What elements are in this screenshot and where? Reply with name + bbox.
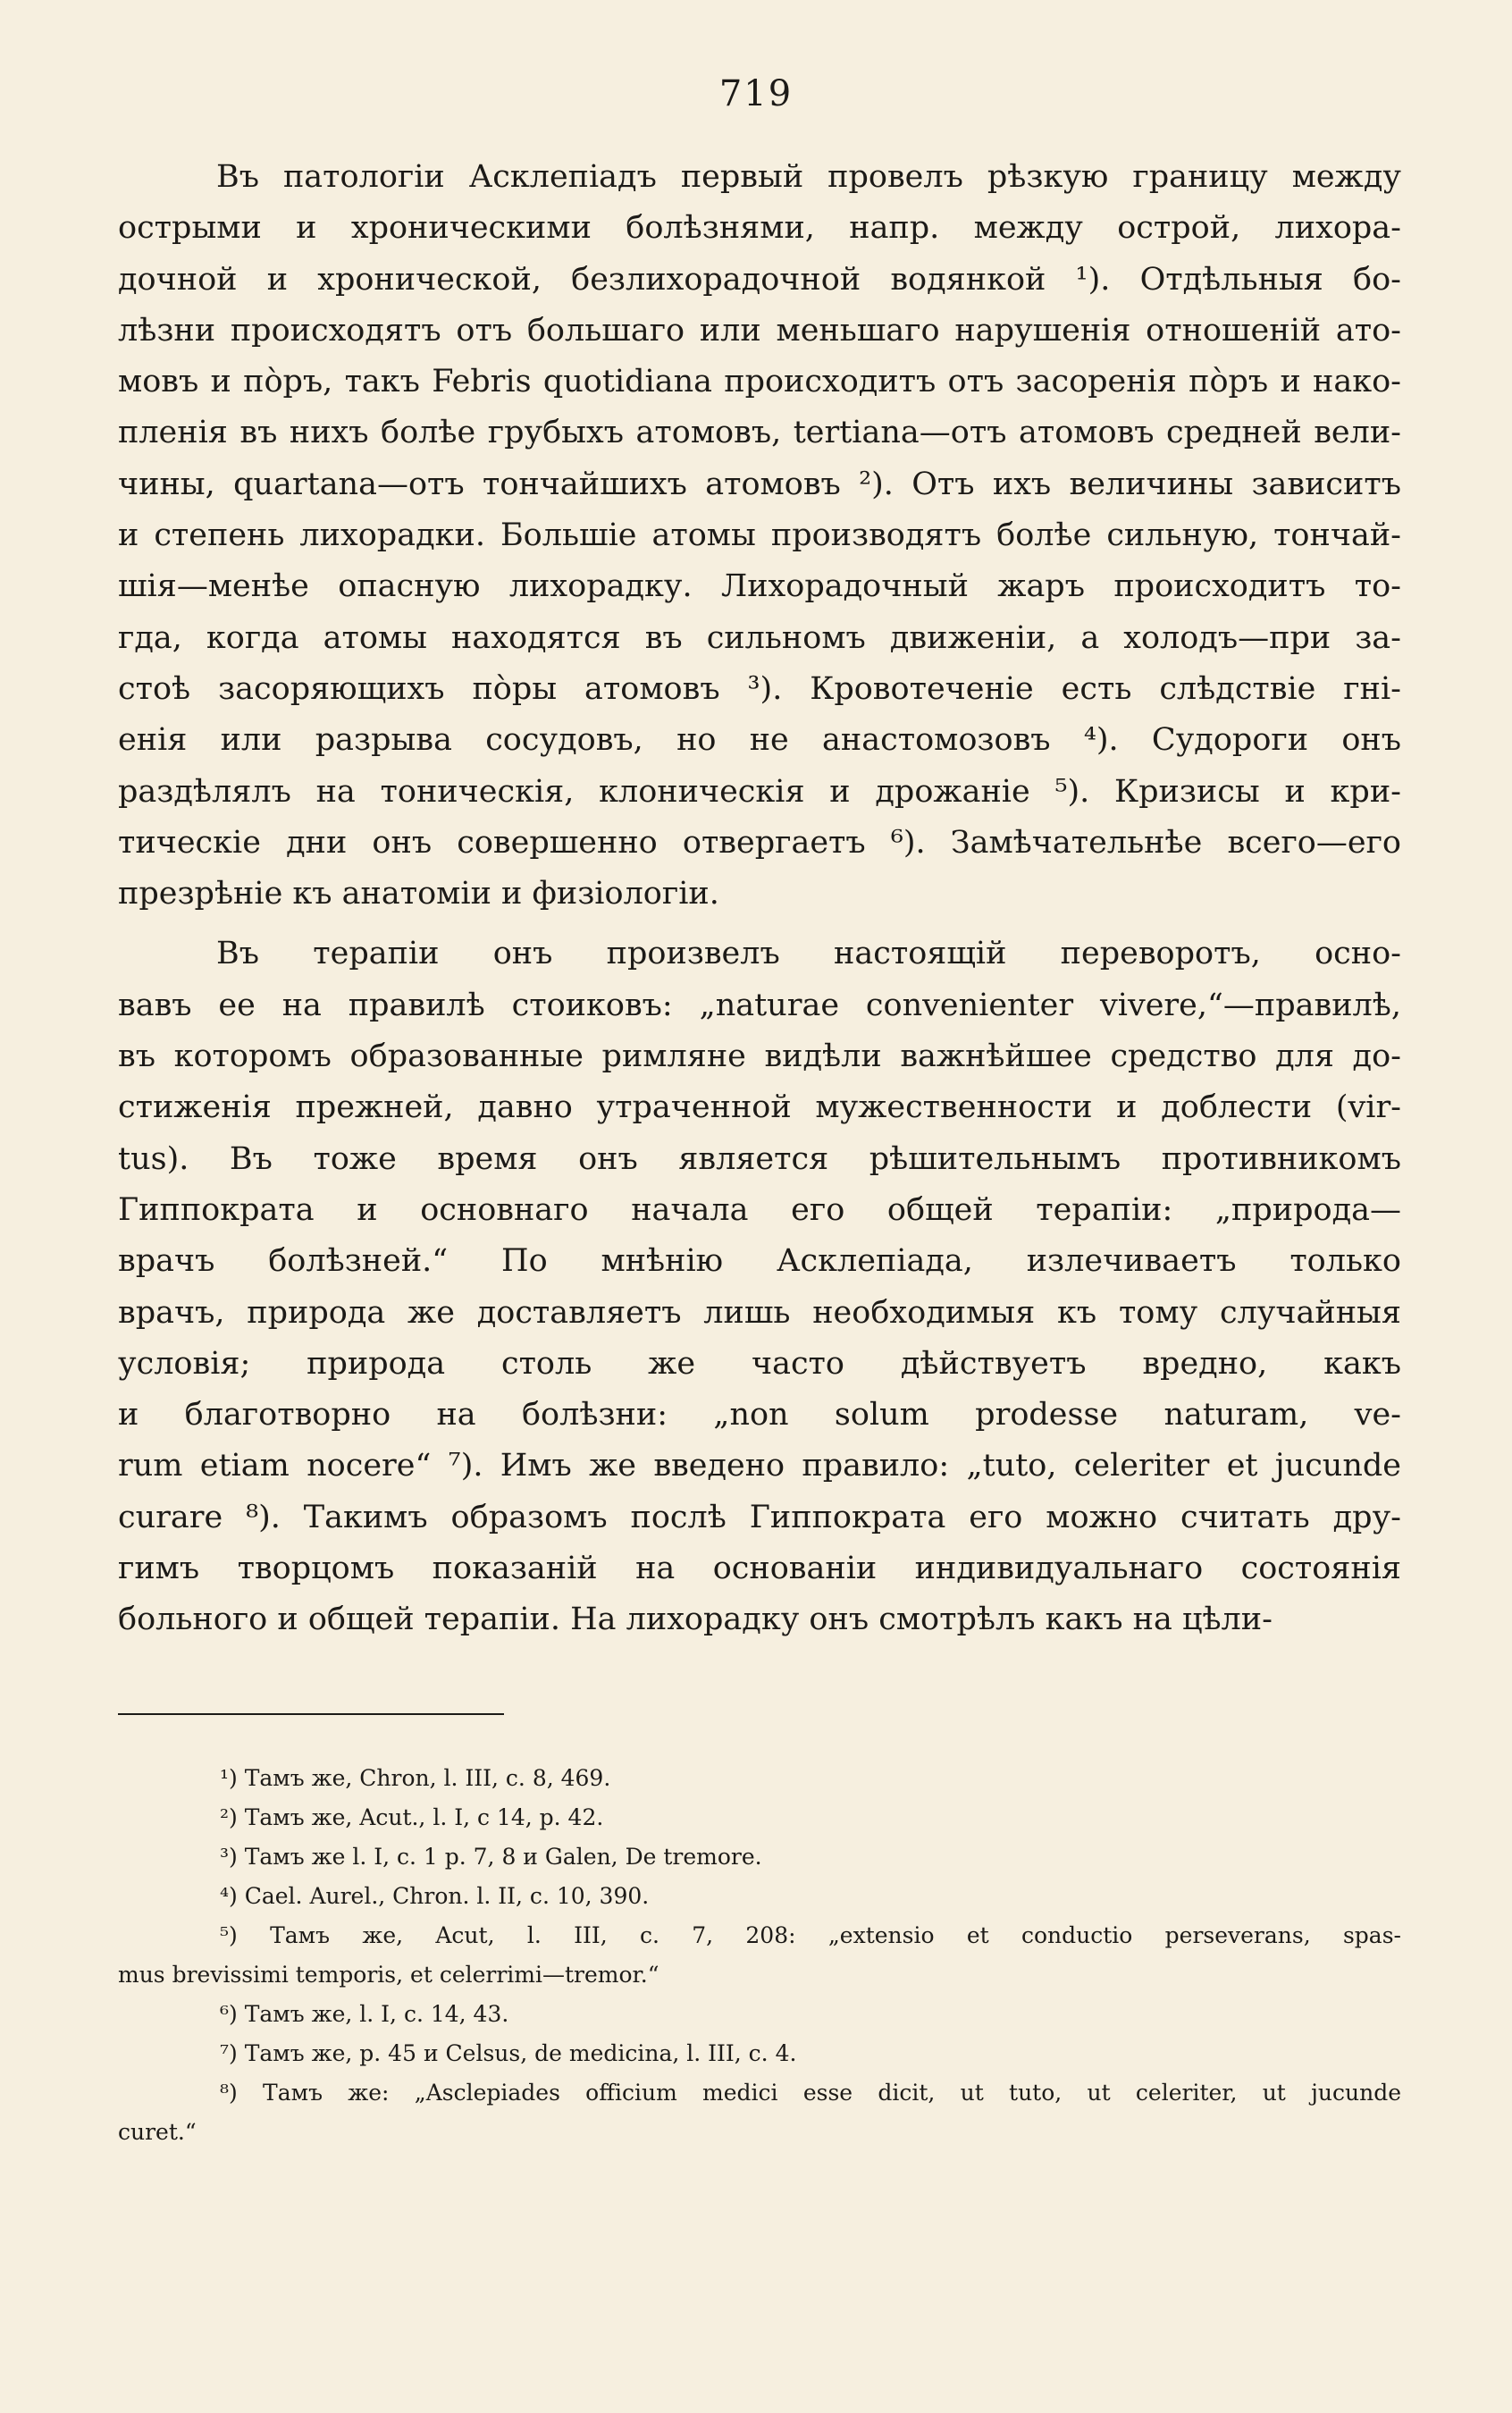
text-line: презрѣніе къ анатоміи и физіологіи. bbox=[118, 876, 719, 912]
footnote-line: ⁷) Тамъ же, p. 45 и Celsus, de medicina, l. III, c. 4. bbox=[220, 2040, 797, 2066]
text-line: Гиппократа и основнаго начала его общей терапіи: „природа— bbox=[118, 1191, 1401, 1228]
footnote bbox=[118, 1759, 1401, 1798]
body-text bbox=[118, 152, 1401, 1646]
text-line: вавъ ее на правилѣ стоиковъ: „naturae convenienter vivere,“—правилѣ, bbox=[118, 987, 1401, 1023]
page-number: 719 bbox=[718, 73, 794, 114]
text-line: гда, когда атомы находятся въ сильномъ движеніи, а холодъ—при за- bbox=[118, 619, 1401, 656]
text-line: чины, quartana—отъ тончайшихъ атомовъ ²). Отъ ихъ величины зависитъ bbox=[118, 466, 1401, 502]
text-line: больного и общей терапіи. На лихорадку онъ смотрѣлъ какъ на цѣли- bbox=[118, 1602, 1273, 1638]
footnote-line: ⁵) Тамъ же, Acut, l. III, c. 7, 208: „extensio et conductio perseverans, spas- bbox=[220, 1922, 1401, 1948]
text-line: лѣзни происходятъ отъ большаго или меньшаго нарушенія отношеній ато- bbox=[118, 312, 1401, 349]
text-line: curare ⁸). Такимъ образомъ послѣ Гиппократа его можно считать дру- bbox=[118, 1499, 1401, 1535]
text-line: острыми и хроническими болѣзнями, напр. между острой, лихора- bbox=[118, 210, 1401, 247]
footnote-separator bbox=[118, 1713, 504, 1715]
footnote bbox=[118, 2034, 1401, 2073]
footnote-line: ⁸) Тамъ же: „Asclepiades officium medici esse dicit, ut tuto, ut celeriter, ut jucunde bbox=[220, 2080, 1401, 2106]
text-line: тическіе дни онъ совершенно отвергаетъ ⁶). Замѣчательнѣе всего—его bbox=[118, 824, 1401, 861]
text-line: и степень лихорадки. Большіе атомы производятъ болѣе сильную, тончай- bbox=[118, 517, 1401, 554]
footnote bbox=[118, 1837, 1401, 1877]
text-line: пленія въ нихъ болѣе грубыхъ атомовъ, tertiana—отъ атомовъ средней вели- bbox=[118, 415, 1401, 451]
paragraph bbox=[118, 929, 1401, 1645]
text-line: мовъ и пòръ, такъ Febris quotidiana происходитъ отъ засоренія пòръ и нако- bbox=[118, 364, 1401, 400]
text-line: стоѣ засоряющихъ пòры атомовъ ³). Кровотеченіе есть слѣдствіе гні- bbox=[118, 670, 1401, 707]
text-line: стиженія прежней, давно утраченной мужественности и доблести (vir- bbox=[118, 1089, 1401, 1126]
footnote bbox=[118, 2073, 1401, 2152]
text-line: и благотворно на болѣзни: „non solum prodesse naturam, ve- bbox=[118, 1397, 1401, 1434]
footnote bbox=[118, 1798, 1401, 1837]
text-line: врачъ, природа же доставляетъ лишь необходимыя къ тому случайныя bbox=[118, 1294, 1401, 1331]
text-line: Въ терапіи онъ произвелъ настоящій переворотъ, осно- bbox=[216, 936, 1401, 972]
footnote bbox=[118, 1877, 1401, 1916]
footnote-line: curet.“ bbox=[118, 2119, 197, 2145]
text-line: условія; природа столь же часто дѣйствуетъ вредно, какъ bbox=[118, 1345, 1401, 1382]
footnotes bbox=[118, 1759, 1401, 2152]
text-line: rum etiam nocere“ ⁷). Имъ же введено правило: „tuto, celeriter et jucunde bbox=[118, 1448, 1401, 1484]
footnote-line: ¹) Тамъ же, Chron, l. III, c. 8, 469. bbox=[220, 1765, 611, 1791]
footnote-line: ⁶) Тамъ же, l. I, c. 14, 43. bbox=[220, 2001, 509, 2027]
text-line: Въ патологіи Асклепіадъ первый провелъ рѣзкую границу между bbox=[216, 159, 1401, 195]
text-line: tus). Въ тоже время онъ является рѣшительнымъ противникомъ bbox=[118, 1140, 1401, 1177]
text-line: дочной и хронической, безлихорадочной водянкой ¹). Отдѣльныя бо- bbox=[118, 261, 1401, 298]
footnote-line: ⁴) Cael. Aurel., Chron. l. II, c. 10, 390. bbox=[220, 1883, 650, 1909]
footnote bbox=[118, 1916, 1401, 1995]
footnote-line: mus brevissimi temporis, et celerrimi—tremor.“ bbox=[118, 1962, 659, 1988]
text-line: енія или разрыва сосудовъ, но не анастомозовъ ⁴). Судороги онъ bbox=[118, 722, 1401, 759]
footnote-line: ³) Тамъ же l. I, c. 1 p. 7, 8 и Galen, De tremore. bbox=[220, 1844, 762, 1870]
text-line: врачъ болѣзней.“ По мнѣнію Асклепіада, излечиваетъ только bbox=[118, 1243, 1401, 1280]
paragraph bbox=[118, 152, 1401, 920]
text-line: гимъ творцомъ показаній на основаніи индивидуальнаго состоянія bbox=[118, 1551, 1401, 1587]
text-line: раздѣлялъ на тоническія, клоническія и дрожаніе ⁵). Кризисы и кри- bbox=[118, 773, 1401, 810]
footnote-line: ²) Тамъ же, Acut., l. I, c 14, p. 42. bbox=[220, 1804, 604, 1830]
text-line: шія—менѣе опасную лихорадку. Лихорадочный жаръ происходитъ то- bbox=[118, 568, 1401, 605]
text-line: въ которомъ образованные римляне видѣли важнѣйшее средство для до- bbox=[118, 1038, 1401, 1075]
footnote bbox=[118, 1995, 1401, 2034]
